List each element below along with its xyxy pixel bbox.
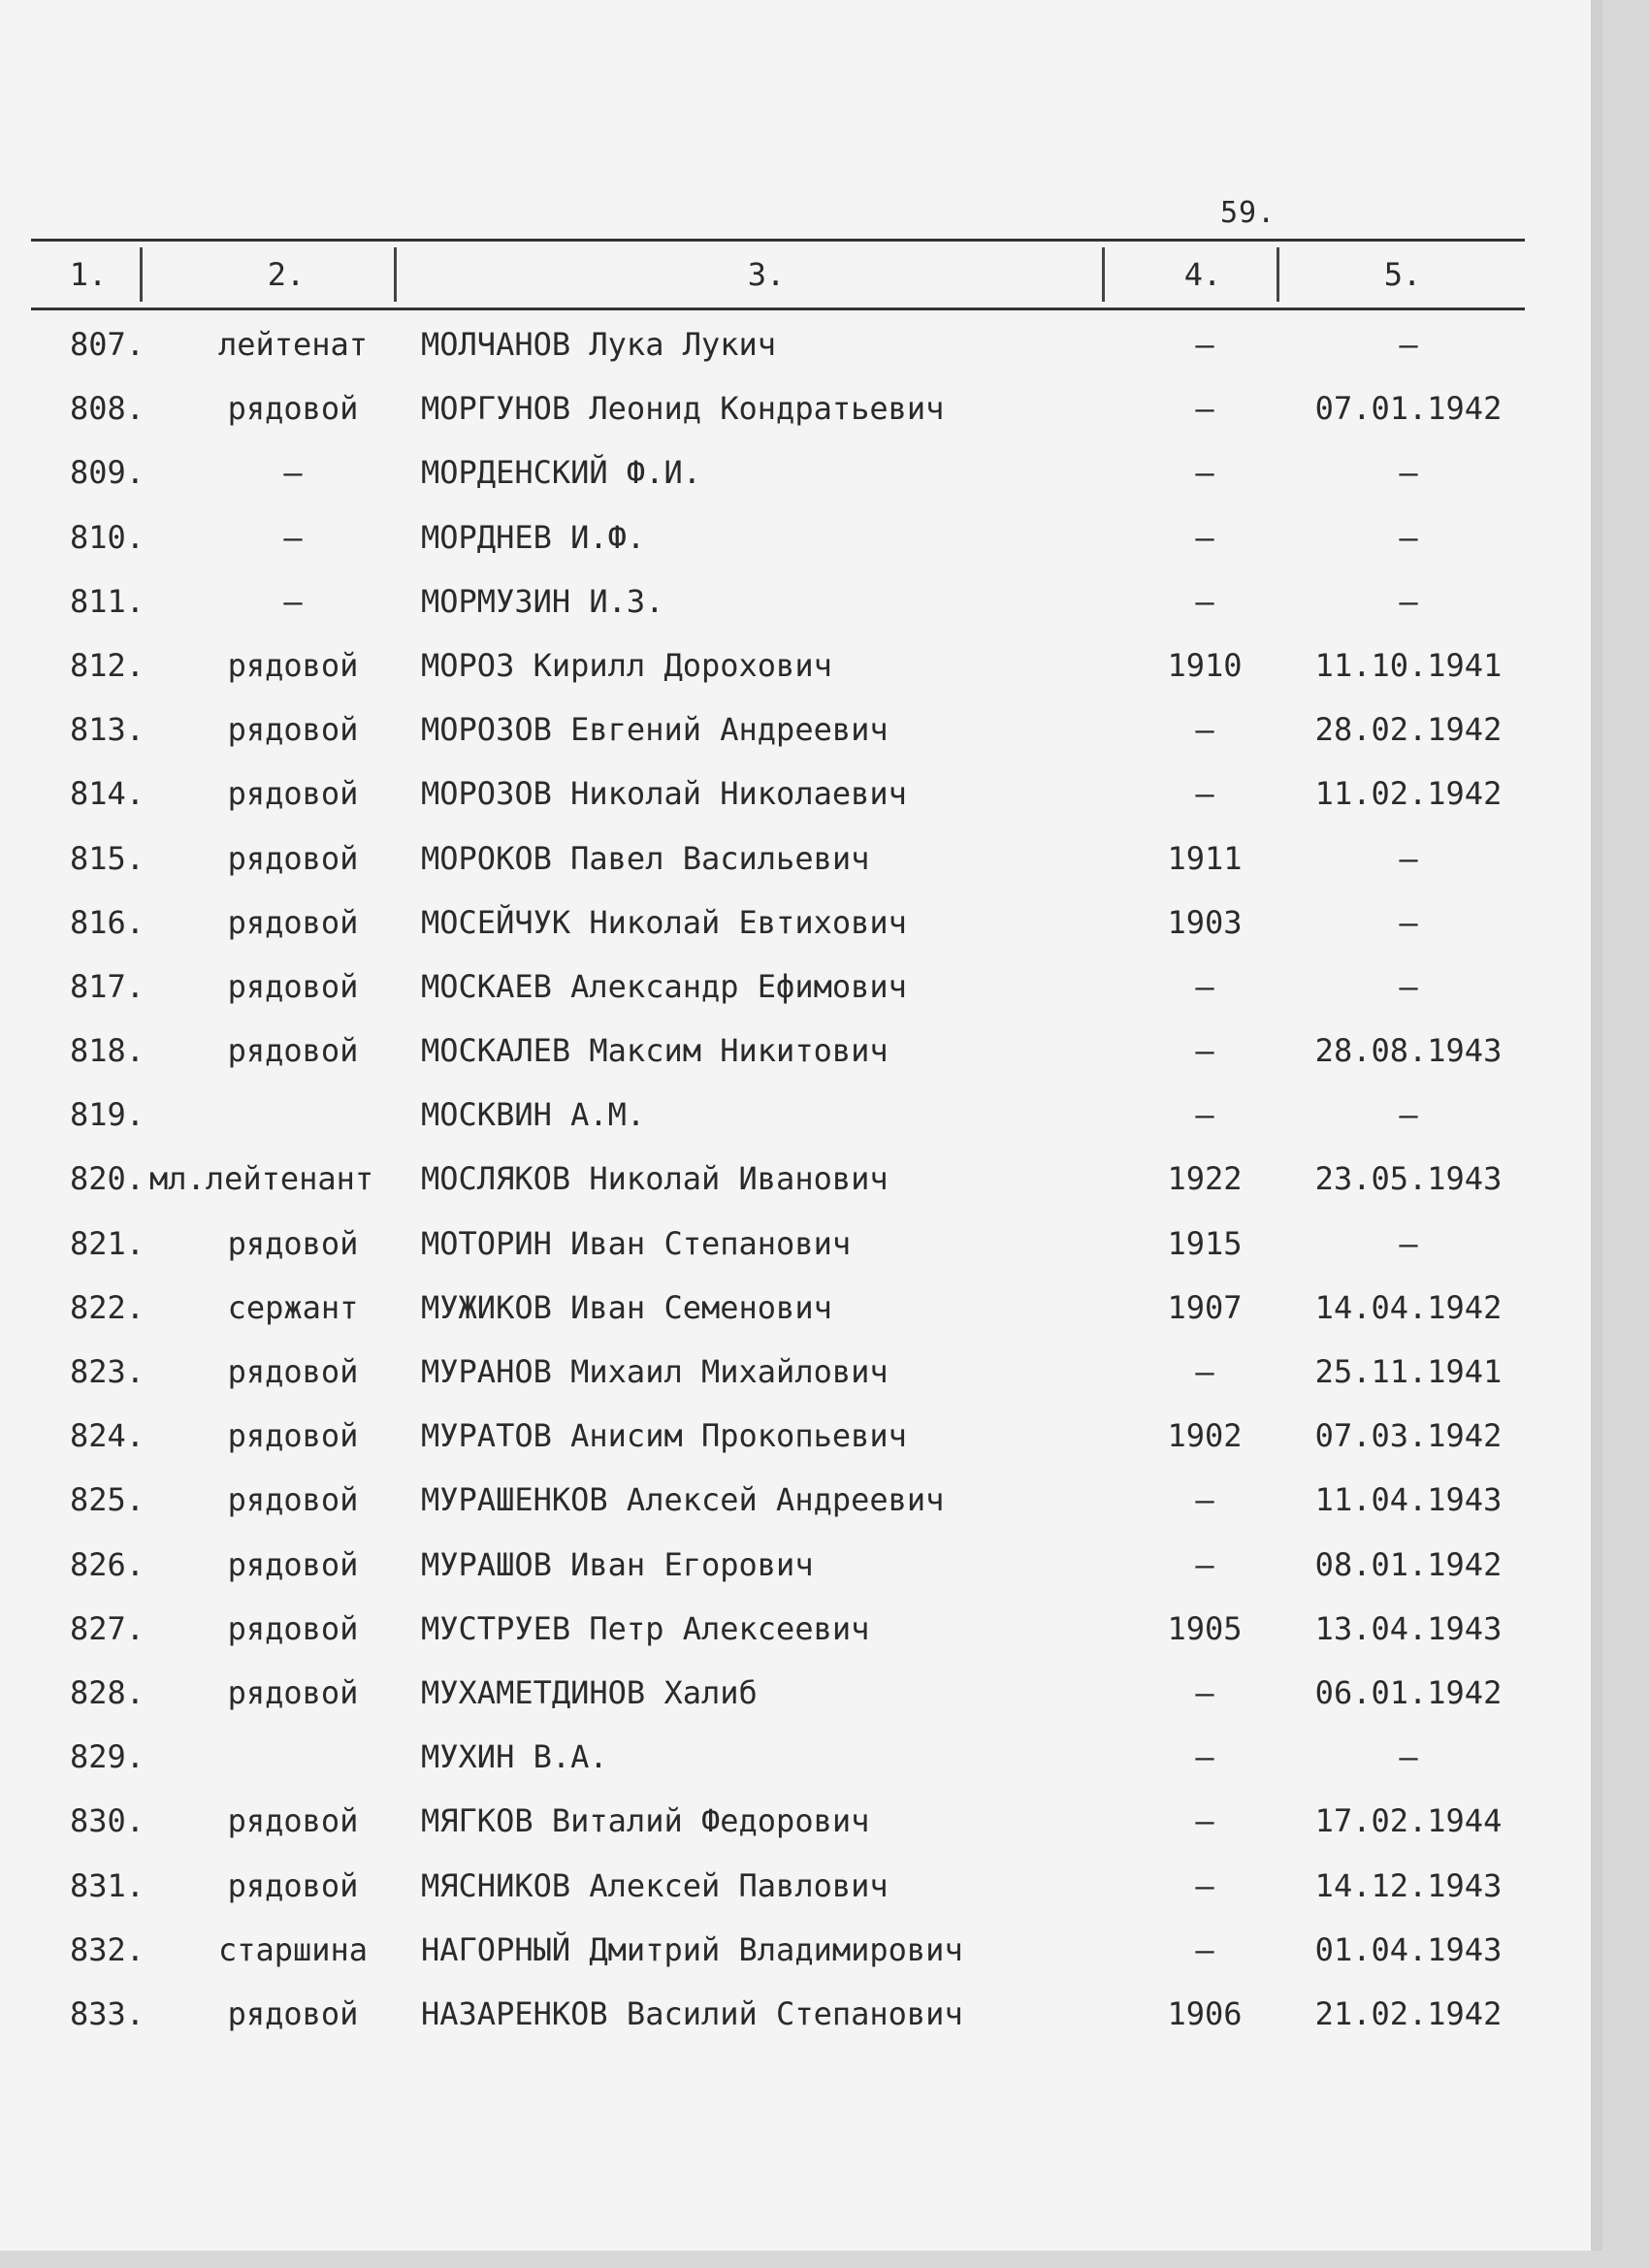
row-date: – xyxy=(1399,903,1418,941)
row-rank: – xyxy=(283,518,303,556)
row-date: – xyxy=(1399,1738,1418,1776)
row-name: МОСКВИН А.М. xyxy=(421,1096,646,1134)
row-date: 07.01.1942 xyxy=(1314,390,1503,428)
table-row xyxy=(31,1083,1525,1147)
row-date: 23.05.1943 xyxy=(1314,1160,1503,1198)
table-row xyxy=(31,1597,1525,1661)
table-row xyxy=(31,1019,1525,1083)
row-birth-year: 1902 xyxy=(1167,1417,1243,1455)
row-birth-year: 1922 xyxy=(1167,1160,1243,1198)
row-birth-year: – xyxy=(1195,967,1214,1005)
row-number: 816. xyxy=(70,903,146,941)
row-number: 828. xyxy=(70,1673,146,1711)
row-birth-year: – xyxy=(1195,1866,1214,1904)
row-date: 11.04.1943 xyxy=(1314,1481,1503,1519)
row-name: МОРДНЕВ И.Ф. xyxy=(421,518,646,556)
row-date: 14.12.1943 xyxy=(1314,1866,1503,1904)
row-number: 811. xyxy=(70,582,146,620)
row-rank: мл.лейтенант xyxy=(149,1160,374,1198)
table-row xyxy=(31,1982,1525,2046)
row-birth-year: – xyxy=(1195,775,1214,813)
column-header-name: 3. xyxy=(747,256,786,293)
row-name: НАГОРНЫЙ Дмитрий Владимирович xyxy=(421,1930,963,1968)
row-date: 06.01.1942 xyxy=(1314,1673,1503,1711)
row-date: 08.01.1942 xyxy=(1314,1545,1503,1583)
row-number: 825. xyxy=(70,1481,146,1519)
row-date: 21.02.1942 xyxy=(1314,1994,1503,2032)
row-name: МУРАШОВ Иван Егорович xyxy=(421,1545,814,1583)
row-number: 820. xyxy=(70,1160,146,1198)
row-date: 01.04.1943 xyxy=(1314,1930,1503,1968)
column-header-rank: 2. xyxy=(267,256,306,293)
table-row xyxy=(31,569,1525,633)
row-birth-year: – xyxy=(1195,1673,1214,1711)
row-birth-year: 1905 xyxy=(1167,1609,1243,1647)
row-number: 819. xyxy=(70,1096,146,1134)
table-row xyxy=(31,1918,1525,1982)
row-date: 17.02.1944 xyxy=(1314,1802,1503,1840)
row-date: 11.02.1942 xyxy=(1314,775,1503,813)
row-rank: рядовой xyxy=(227,711,359,749)
row-rank: рядовой xyxy=(227,903,359,941)
row-name: МОСКАЕВ Александр Ефимович xyxy=(421,967,907,1005)
row-number: 810. xyxy=(70,518,146,556)
row-date: – xyxy=(1399,839,1418,877)
row-birth-year: – xyxy=(1195,1738,1214,1776)
row-birth-year: 1906 xyxy=(1167,1994,1243,2032)
row-name: МОРОЗ Кирилл Дорохович xyxy=(421,646,832,684)
table-row xyxy=(31,955,1525,1019)
row-birth-year: 1903 xyxy=(1167,903,1243,941)
row-name: МОРГУНОВ Леонид Кондратьевич xyxy=(421,390,945,428)
table-row xyxy=(31,1789,1525,1853)
table-row xyxy=(31,1147,1525,1211)
row-name: МОРОЗОВ Николай Николаевич xyxy=(421,775,907,813)
row-date: 07.03.1942 xyxy=(1314,1417,1503,1455)
row-date: 13.04.1943 xyxy=(1314,1609,1503,1647)
row-date: 28.02.1942 xyxy=(1314,711,1503,749)
row-rank: рядовой xyxy=(227,1866,359,1904)
row-rank: – xyxy=(283,582,303,620)
row-birth-year: – xyxy=(1195,1096,1214,1134)
row-rank: рядовой xyxy=(227,839,359,877)
table-row xyxy=(31,505,1525,569)
row-birth-year: – xyxy=(1195,582,1214,620)
column-header-year: 4. xyxy=(1183,256,1222,293)
row-number: 830. xyxy=(70,1802,146,1840)
row-name: МОРМУЗИН И.З. xyxy=(421,582,664,620)
row-name: МОСКАЛЕВ Максим Никитович xyxy=(421,1032,889,1070)
page-number: 59. xyxy=(1220,196,1277,230)
row-rank: рядовой xyxy=(227,1481,359,1519)
row-birth-year: 1910 xyxy=(1167,646,1243,684)
row-name: МУЖИКОВ Иван Семенович xyxy=(421,1288,832,1326)
row-rank: рядовой xyxy=(227,1802,359,1840)
table-row xyxy=(31,826,1525,891)
row-rank: рядовой xyxy=(227,1994,359,2032)
row-birth-year: – xyxy=(1195,390,1214,428)
column-header-number: 1. xyxy=(69,256,108,293)
row-birth-year: 1911 xyxy=(1167,839,1243,877)
table-row xyxy=(31,376,1525,440)
row-date: – xyxy=(1399,1224,1418,1262)
table-row xyxy=(31,1276,1525,1340)
row-birth-year: – xyxy=(1195,454,1214,492)
row-rank: рядовой xyxy=(227,1609,359,1647)
table-row xyxy=(31,1661,1525,1725)
row-number: 833. xyxy=(70,1994,146,2032)
row-rank: рядовой xyxy=(227,775,359,813)
table-row xyxy=(31,1340,1525,1404)
row-number: 826. xyxy=(70,1545,146,1583)
row-name: НАЗАРЕНКОВ Василий Степанович xyxy=(421,1994,963,2032)
row-date: – xyxy=(1399,967,1418,1005)
row-birth-year: – xyxy=(1195,1481,1214,1519)
row-number: 813. xyxy=(70,711,146,749)
row-date: 14.04.1942 xyxy=(1314,1288,1503,1326)
table-header xyxy=(31,239,1525,310)
row-birth-year: 1915 xyxy=(1167,1224,1243,1262)
column-divider xyxy=(1277,247,1279,302)
row-number: 808. xyxy=(70,390,146,428)
row-birth-year: – xyxy=(1195,1353,1214,1390)
row-rank: – xyxy=(283,454,303,492)
row-name: МУХАМЕТДИНОВ Халиб xyxy=(421,1673,758,1711)
table-row xyxy=(31,633,1525,697)
row-name: МОРОКОВ Павел Васильевич xyxy=(421,839,870,877)
row-rank: рядовой xyxy=(227,1673,359,1711)
row-name: МУРАТОВ Анисим Прокопьевич xyxy=(421,1417,907,1455)
row-birth-year: – xyxy=(1195,1032,1214,1070)
row-rank: рядовой xyxy=(227,1545,359,1583)
table-row xyxy=(31,440,1525,504)
row-rank: рядовой xyxy=(227,646,359,684)
row-number: 815. xyxy=(70,839,146,877)
table-row xyxy=(31,1533,1525,1597)
row-number: 824. xyxy=(70,1417,146,1455)
row-number: 832. xyxy=(70,1930,146,1968)
row-birth-year: – xyxy=(1195,1545,1214,1583)
row-number: 807. xyxy=(70,326,146,363)
table-row xyxy=(31,1725,1525,1789)
table-row xyxy=(31,891,1525,955)
row-name: МУРАШЕНКОВ Алексей Андреевич xyxy=(421,1481,945,1519)
row-name: МОРДЕНСКИЙ Ф.И. xyxy=(421,454,701,492)
row-name: МЯСНИКОВ Алексей Павлович xyxy=(421,1866,889,1904)
row-rank: рядовой xyxy=(227,967,359,1005)
row-birth-year: 1907 xyxy=(1167,1288,1243,1326)
row-birth-year: – xyxy=(1195,1930,1214,1968)
row-date: 11.10.1941 xyxy=(1314,646,1503,684)
table-row xyxy=(31,1468,1525,1532)
table-row xyxy=(31,1212,1525,1276)
row-rank: рядовой xyxy=(227,1032,359,1070)
row-date: – xyxy=(1399,518,1418,556)
table-row xyxy=(31,697,1525,761)
row-number: 812. xyxy=(70,646,146,684)
row-date: – xyxy=(1399,1096,1418,1134)
row-number: 809. xyxy=(70,454,146,492)
table-row xyxy=(31,1854,1525,1918)
row-date: – xyxy=(1399,582,1418,620)
row-name: МУСТРУЕВ Петр Алексеевич xyxy=(421,1609,870,1647)
row-birth-year: – xyxy=(1195,326,1214,363)
column-header-date: 5. xyxy=(1383,256,1422,293)
row-number: 817. xyxy=(70,967,146,1005)
row-date: – xyxy=(1399,326,1418,363)
table-row xyxy=(31,1404,1525,1468)
row-rank: сержант xyxy=(227,1288,359,1326)
row-birth-year: – xyxy=(1195,518,1214,556)
table-row xyxy=(31,312,1525,376)
row-name: МОТОРИН Иван Степанович xyxy=(421,1224,852,1262)
row-name: МУРАНОВ Михаил Михайлович xyxy=(421,1353,889,1390)
column-divider xyxy=(1102,247,1105,302)
row-birth-year: – xyxy=(1195,1802,1214,1840)
row-number: 831. xyxy=(70,1866,146,1904)
row-rank: старшина xyxy=(217,1930,369,1968)
column-divider xyxy=(140,247,143,302)
row-number: 823. xyxy=(70,1353,146,1390)
row-number: 821. xyxy=(70,1224,146,1262)
row-number: 814. xyxy=(70,775,146,813)
row-name: МОСЛЯКОВ Николай Иванович xyxy=(421,1160,889,1198)
row-date: – xyxy=(1399,454,1418,492)
table-row xyxy=(31,761,1525,826)
row-name: МОРОЗОВ Евгений Андреевич xyxy=(421,711,889,749)
row-date: 25.11.1941 xyxy=(1314,1353,1503,1390)
row-name: МОЛЧАНОВ Лука Лукич xyxy=(421,326,777,363)
row-name: МОСЕЙЧУК Николай Евтихович xyxy=(421,903,907,941)
row-number: 829. xyxy=(70,1738,146,1776)
row-date: 28.08.1943 xyxy=(1314,1032,1503,1070)
row-name: МУХИН В.А. xyxy=(421,1738,608,1776)
row-number: 818. xyxy=(70,1032,146,1070)
row-rank: рядовой xyxy=(227,1224,359,1262)
table-body xyxy=(31,312,1525,2046)
row-rank: рядовой xyxy=(227,1417,359,1455)
row-rank: лейтенат xyxy=(217,326,369,363)
row-rank: рядовой xyxy=(227,1353,359,1390)
row-rank: рядовой xyxy=(227,390,359,428)
row-number: 822. xyxy=(70,1288,146,1326)
column-divider xyxy=(394,247,397,302)
row-name: МЯГКОВ Виталий Федорович xyxy=(421,1802,870,1840)
row-birth-year: – xyxy=(1195,711,1214,749)
row-number: 827. xyxy=(70,1609,146,1647)
